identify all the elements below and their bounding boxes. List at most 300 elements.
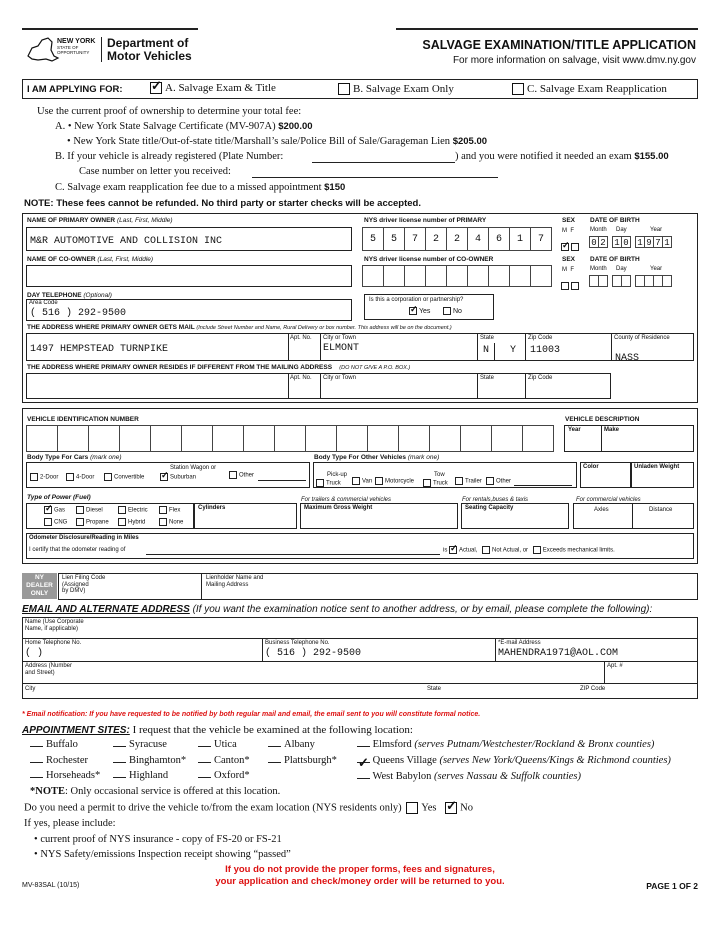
site-elmsford-label: Elmsford bbox=[372, 739, 412, 750]
res-div-city bbox=[320, 373, 321, 399]
lienholder-label2: Mailing Address bbox=[206, 581, 249, 588]
odometer-line[interactable] bbox=[146, 554, 440, 555]
license-digit-cell[interactable]: 7 bbox=[530, 227, 552, 251]
dob-digit-cell[interactable]: 1 bbox=[662, 236, 672, 248]
site-option[interactable] bbox=[113, 755, 186, 766]
day-phone-label bbox=[27, 292, 112, 299]
logo-state: STATE OF bbox=[57, 45, 79, 50]
day-phone-value: ( 516 ) 292-9500 bbox=[30, 308, 127, 319]
day-phone-label-text: DAY TELEPHONE bbox=[27, 292, 82, 299]
business-phone-label: Business Telephone No. bbox=[265, 640, 330, 646]
site-option-blank[interactable] bbox=[268, 746, 281, 747]
alt-city-label: City bbox=[25, 686, 36, 692]
form-number: MV-83SAL (10/15) bbox=[22, 882, 80, 889]
sex-m-checkbox[interactable] bbox=[561, 243, 569, 251]
car-convertible-checkbox[interactable] bbox=[104, 473, 112, 481]
res-city-label: City or Town bbox=[323, 375, 356, 381]
dob-digit-cell[interactable]: 2 bbox=[598, 236, 608, 248]
logo-text bbox=[57, 38, 95, 55]
license-digit-cell[interactable]: 2 bbox=[446, 227, 468, 251]
email-notification: * Email notification: If you have requested to be notified by both regular mail and email, the email sent to you will constitute formal notice. bbox=[22, 711, 481, 718]
license-digit-cell[interactable]: 2 bbox=[425, 227, 447, 251]
vin-char-cell[interactable] bbox=[522, 425, 554, 452]
vin-char-cell[interactable] bbox=[336, 425, 368, 452]
power-propane-checkbox[interactable] bbox=[76, 518, 84, 526]
res-zip-label: Zip Code bbox=[528, 375, 553, 381]
badge-only: ONLY bbox=[30, 590, 49, 597]
vin-char-cell[interactable] bbox=[26, 425, 58, 452]
permit-bullet1: • current proof of NYS insurance - copy of FS-20 or FS-21 bbox=[34, 834, 282, 845]
site-option-label: Binghamton* bbox=[129, 754, 187, 766]
site-option-label: Oxford* bbox=[214, 770, 250, 781]
car-wagon-label1: Station Wagon or bbox=[170, 465, 217, 471]
alt-name-label2: Name, if applicable) bbox=[25, 626, 79, 632]
fee-a1: A. • New York State Salvage Certificate (MV-907A) $200.00 bbox=[55, 121, 313, 132]
alt-state-label: State bbox=[427, 686, 442, 692]
appointment-intro: I request that the vehicle be examined at the following location: bbox=[132, 724, 413, 736]
vin-char-cell[interactable] bbox=[460, 425, 492, 452]
site-option[interactable] bbox=[198, 739, 237, 750]
dob-digit-cell[interactable]: 0 bbox=[621, 236, 631, 248]
license-co-digit-cell[interactable] bbox=[446, 265, 468, 287]
lien-divider bbox=[201, 573, 202, 600]
lien-code-label1: Lien Filing Code bbox=[62, 575, 106, 581]
odometer-not-actual-checkbox[interactable] bbox=[482, 546, 490, 554]
alt-name-label bbox=[25, 619, 84, 633]
appointment-heading-text: APPOINTMENT SITES: bbox=[22, 725, 130, 736]
site-option[interactable] bbox=[30, 770, 100, 781]
corp-yes-label: Yes bbox=[419, 307, 431, 315]
fee-a2-text: New York State title/Out-of-state title/Marshall’s sale/Police Bill of Sale/Garageman Lien bbox=[73, 136, 451, 147]
color-label: Color bbox=[583, 464, 599, 470]
body-car-other[interactable] bbox=[229, 471, 254, 479]
resides-field[interactable] bbox=[26, 373, 611, 399]
email-div1 bbox=[262, 638, 263, 661]
alt-address-label bbox=[25, 663, 72, 677]
power-cng-label: CNG bbox=[54, 519, 68, 526]
power-none-checkbox[interactable] bbox=[159, 518, 167, 526]
dob2-label: DATE OF BIRTH bbox=[590, 256, 640, 263]
alt-name-label1: Name (Use Corporate bbox=[25, 619, 84, 625]
vin-char-cell[interactable] bbox=[305, 425, 337, 452]
car-2door-label: 2-Door bbox=[40, 474, 59, 481]
alt-address-label2: and Street) bbox=[25, 670, 55, 676]
permit-bullet2: • NYS Safety/emissions Inspection receipt showing “passed” bbox=[34, 849, 291, 860]
site-option-blank[interactable] bbox=[113, 777, 126, 778]
coowner-label-text: NAME OF CO-OWNER bbox=[27, 256, 96, 263]
site-option[interactable] bbox=[113, 739, 167, 750]
site-option[interactable] bbox=[113, 770, 168, 781]
cylinders-label: Cylinders bbox=[198, 505, 226, 511]
mail-div-state bbox=[477, 333, 478, 361]
site-option[interactable] bbox=[30, 755, 88, 766]
lien-code-label3: by DMV) bbox=[62, 588, 86, 594]
sex2-checkboxes[interactable] bbox=[561, 277, 581, 295]
mail-city-value: ELMONT bbox=[323, 343, 360, 354]
applying-label: I AM APPLYING FOR: bbox=[27, 84, 123, 95]
power-gas[interactable] bbox=[44, 506, 65, 514]
option-a-label: A. Salvage Exam & Title bbox=[165, 82, 276, 94]
site-option-label: Albany bbox=[284, 739, 315, 750]
res-div-zip bbox=[525, 373, 526, 399]
license-digit-cell[interactable]: 4 bbox=[467, 227, 489, 251]
email-heading bbox=[22, 604, 652, 615]
option-b[interactable] bbox=[338, 83, 454, 95]
home-phone-label: Home Telephone No. bbox=[25, 640, 82, 646]
dob2-digit-cell[interactable] bbox=[621, 275, 631, 287]
dob2-digit-cell[interactable] bbox=[598, 275, 608, 287]
email-row3 bbox=[22, 683, 698, 684]
alt-address-label1: Address (Number bbox=[25, 663, 73, 669]
power-label: Type of Power (Fuel) bbox=[27, 494, 91, 501]
vin-char-cell[interactable] bbox=[88, 425, 120, 452]
page-subtitle: For more information on salvage, visit www.dmv.ny.gov bbox=[452, 55, 696, 66]
site-option[interactable] bbox=[30, 739, 78, 750]
oth-van-label: Van bbox=[362, 478, 373, 485]
site-queens[interactable] bbox=[357, 755, 671, 770]
body-car-2door[interactable] bbox=[30, 473, 58, 481]
power-hybrid-label: Hybrid bbox=[128, 519, 146, 526]
mail-div-state-mid bbox=[494, 343, 495, 361]
license-co-digit-cell[interactable] bbox=[467, 265, 489, 287]
car-other-checkbox[interactable] bbox=[229, 471, 237, 479]
oth-other-label: Other bbox=[496, 478, 512, 485]
license-co-digit-cell[interactable] bbox=[404, 265, 426, 287]
fee-c-text: C. Salvage exam reapplication fee due to a missed appointment bbox=[55, 182, 322, 193]
primary-owner-value: M&R AUTOMOTIVE AND COLLISION INC bbox=[30, 236, 223, 247]
site-option-blank[interactable] bbox=[30, 762, 43, 763]
body-oth-trailer[interactable] bbox=[455, 477, 482, 485]
day-phone-hint: (Optional) bbox=[83, 292, 112, 299]
license-digit-cell[interactable]: 7 bbox=[404, 227, 426, 251]
mail-div-county bbox=[611, 333, 612, 361]
header-rule-right bbox=[396, 28, 698, 30]
car-other-label: Other bbox=[239, 472, 255, 479]
oth-pickup-label2: Truck bbox=[326, 480, 341, 487]
body-oth-van[interactable] bbox=[352, 477, 372, 485]
site-option-label: Utica bbox=[214, 739, 237, 750]
dob2-year-label: Year bbox=[650, 266, 663, 272]
odometer-options bbox=[443, 546, 615, 554]
site-westbabylon[interactable] bbox=[357, 771, 581, 782]
body-car-wagon[interactable] bbox=[160, 473, 196, 481]
vin-char-cell[interactable] bbox=[119, 425, 151, 452]
body-other-label-text: Body Type For Other Vehicles bbox=[314, 454, 406, 461]
dob-digit-cell[interactable]: 9 bbox=[644, 236, 654, 248]
option-a[interactable] bbox=[150, 82, 276, 94]
license-co-digit-cell[interactable] bbox=[530, 265, 552, 287]
power-diesel[interactable] bbox=[76, 506, 103, 514]
car-other-line[interactable] bbox=[258, 480, 306, 481]
max-weight-label: Maximum Gross Weight bbox=[304, 505, 373, 511]
power-hybrid-checkbox[interactable] bbox=[118, 518, 126, 526]
primary-owner-label-text: NAME OF PRIMARY OWNER bbox=[27, 217, 116, 224]
make-label: Make bbox=[604, 427, 620, 433]
permit-no-label: No bbox=[460, 802, 473, 814]
vin-char-cell[interactable] bbox=[181, 425, 213, 452]
nys-map-icon bbox=[22, 34, 62, 64]
case-number-line[interactable] bbox=[252, 177, 498, 178]
vin-char-cell[interactable] bbox=[274, 425, 306, 452]
sex-label: SEX bbox=[562, 217, 576, 224]
power-cng[interactable] bbox=[44, 518, 67, 526]
year-label: Year bbox=[568, 427, 581, 433]
dob-digit-cell[interactable]: 1 bbox=[612, 236, 622, 248]
car-2door-checkbox[interactable] bbox=[30, 473, 38, 481]
body-oth-tow[interactable] bbox=[423, 479, 448, 487]
vin-char-cell[interactable] bbox=[429, 425, 461, 452]
power-diesel-checkbox[interactable] bbox=[76, 506, 84, 514]
vin-char-cell[interactable] bbox=[398, 425, 430, 452]
fee-a2: • New York State title/Out-of-state title/Marshall’s sale/Police Bill of Sale/Garageman Lien $205.00 bbox=[67, 136, 488, 147]
site-option[interactable] bbox=[198, 755, 250, 766]
license-co-digit-cell[interactable] bbox=[425, 265, 447, 287]
vin-char-cell[interactable] bbox=[491, 425, 523, 452]
body-other-mark-one: (mark one) bbox=[407, 454, 440, 461]
power-electric[interactable] bbox=[118, 506, 148, 514]
site-note bbox=[30, 786, 280, 797]
mail-state-n: N bbox=[483, 345, 490, 356]
body-car-convertible[interactable] bbox=[104, 473, 144, 481]
license-digit-cell[interactable]: 1 bbox=[509, 227, 531, 251]
coowner-hint: (Last, First, Middle) bbox=[97, 256, 154, 263]
power-flex-checkbox[interactable] bbox=[159, 506, 167, 514]
nys-logo bbox=[22, 34, 62, 69]
site-option-label: Rochester bbox=[46, 754, 88, 766]
site-option-label: Buffalo bbox=[46, 739, 78, 750]
site-option-label: Canton* bbox=[214, 754, 250, 766]
odometer-is: is bbox=[443, 547, 448, 554]
permit-question bbox=[24, 802, 473, 814]
trailers-hint: For trailers & commercial vehicles bbox=[301, 497, 392, 503]
license-digit-cell[interactable]: 5 bbox=[362, 227, 384, 251]
odometer-exceeds-checkbox[interactable] bbox=[533, 546, 541, 554]
mail-div-zip bbox=[525, 333, 526, 361]
license-digit-cell[interactable]: 6 bbox=[488, 227, 510, 251]
permit-no-checkbox[interactable] bbox=[445, 802, 457, 814]
logo-ny: NEW YORK bbox=[57, 38, 96, 45]
site-option-blank[interactable] bbox=[198, 762, 211, 763]
mail-div-city bbox=[320, 333, 321, 361]
permit-bullet2-text: NYS Safety/emissions Inspection receipt showing “passed” bbox=[40, 849, 291, 860]
option-c-checkbox[interactable] bbox=[512, 83, 524, 95]
res-div-state bbox=[477, 373, 478, 399]
fee-b-text2-label: ) and you were notified it needed an exam bbox=[455, 151, 632, 162]
axles-distance-field[interactable] bbox=[573, 503, 694, 529]
vin-char-cell[interactable] bbox=[367, 425, 399, 452]
lien-code-label bbox=[62, 575, 105, 595]
email-value: MAHENDRA1971@AOL.COM bbox=[498, 648, 619, 659]
site-option-blank[interactable] bbox=[113, 762, 126, 763]
oth-motorcycle-label: Motorcycle bbox=[385, 478, 415, 485]
option-a-checkbox[interactable] bbox=[150, 82, 162, 94]
oth-motorcycle-checkbox[interactable] bbox=[375, 477, 383, 485]
oth-tow-label2: Truck bbox=[433, 480, 448, 487]
vin-char-cell[interactable] bbox=[243, 425, 275, 452]
lien-box bbox=[58, 573, 698, 600]
mail-hint: (Include Street Number and Name, Rural Delivery or box number. This address will be on the document.) bbox=[196, 325, 452, 331]
car-wagon-checkbox[interactable] bbox=[160, 473, 168, 481]
sex2-f-label: F bbox=[570, 267, 575, 273]
license-co-digit-cell[interactable] bbox=[509, 265, 531, 287]
site-option-blank[interactable] bbox=[30, 777, 43, 778]
logo-opportunity: OPPORTUNITY bbox=[57, 50, 90, 55]
odometer-not-actual-label: Not Actual, or bbox=[492, 547, 529, 554]
site-option[interactable] bbox=[198, 770, 250, 781]
option-b-label: B. Salvage Exam Only bbox=[353, 83, 454, 95]
corp-yes[interactable] bbox=[409, 307, 430, 315]
dob-label: DATE OF BIRTH bbox=[590, 217, 640, 224]
corp-no-checkbox[interactable] bbox=[443, 307, 451, 315]
body-oth-other[interactable] bbox=[486, 477, 511, 485]
site-queens-check-icon: ✓ bbox=[358, 755, 369, 770]
sex2-label: SEX bbox=[562, 256, 576, 263]
option-b-checkbox[interactable] bbox=[338, 83, 350, 95]
page-number: PAGE 1 OF 2 bbox=[646, 881, 698, 891]
site-elmsford[interactable] bbox=[357, 739, 654, 750]
sex2-f-checkbox[interactable] bbox=[571, 282, 579, 290]
dob-digit-cell[interactable]: 0 bbox=[589, 236, 599, 248]
sex-checkboxes[interactable] bbox=[561, 238, 581, 256]
email-row2 bbox=[22, 661, 698, 662]
option-c-label: C. Salvage Exam Reapplication bbox=[527, 83, 667, 95]
oth-van-checkbox[interactable] bbox=[352, 477, 360, 485]
email-label: *E-mail Address bbox=[498, 640, 541, 646]
logo-divider bbox=[101, 37, 102, 62]
license-digit-cell[interactable]: 5 bbox=[383, 227, 405, 251]
site-option-blank[interactable] bbox=[30, 746, 43, 747]
body-oth-pickup[interactable] bbox=[316, 479, 341, 487]
year-make-divider bbox=[601, 425, 602, 452]
power-electric-label: Electric bbox=[128, 507, 148, 514]
oth-tow-checkbox[interactable] bbox=[423, 479, 431, 487]
lienholder-label bbox=[206, 575, 263, 588]
business-phone-value: ( 516 ) 292-9500 bbox=[265, 648, 362, 659]
year-make-field[interactable] bbox=[564, 425, 694, 452]
site-option-label: Syracuse bbox=[129, 739, 167, 750]
coowner-field[interactable] bbox=[26, 265, 352, 287]
axles-label: Axles bbox=[594, 507, 609, 513]
res-apt-label: Apt. No. bbox=[290, 375, 312, 381]
vin-char-cell[interactable] bbox=[57, 425, 89, 452]
fee-b-amount: $155.00 bbox=[634, 151, 669, 162]
appointment-heading bbox=[22, 724, 413, 736]
dob-digit-cell[interactable]: 7 bbox=[653, 236, 663, 248]
site-option[interactable] bbox=[268, 739, 315, 750]
site-option-label: Horseheads* bbox=[46, 770, 101, 781]
oth-trailer-checkbox[interactable] bbox=[455, 477, 463, 485]
fee-b-text: B. If your vehicle is already registered (Plate Number: bbox=[55, 151, 284, 162]
oth-other-line[interactable] bbox=[514, 485, 572, 486]
email-heading-note: (If you want the examination notice sent to another address, or by email, please complete the following): bbox=[192, 604, 653, 615]
permit-question-text: Do you need a permit to drive the vehicle to/from the exam location (NYS residents only) bbox=[24, 802, 402, 814]
unladen-label: Unladen Weight bbox=[634, 464, 680, 470]
oth-tow-label1: Tow bbox=[434, 472, 445, 478]
dob-digit-cell[interactable]: 1 bbox=[635, 236, 645, 248]
mail-div-apt bbox=[288, 333, 289, 361]
power-gas-label: Gas bbox=[54, 507, 66, 514]
power-gas-checkbox[interactable] bbox=[44, 506, 52, 514]
power-diesel-label: Diesel bbox=[86, 507, 103, 514]
body-oth-motorcycle[interactable] bbox=[375, 477, 414, 485]
odometer-actual-checkbox[interactable] bbox=[449, 546, 457, 554]
alt-zip-label: ZIP Code bbox=[580, 686, 606, 692]
vin-label: VEHICLE IDENTIFICATION NUMBER bbox=[27, 416, 139, 423]
power-flex[interactable] bbox=[159, 506, 180, 514]
plate-number-line[interactable] bbox=[312, 162, 455, 163]
vin-char-cell[interactable] bbox=[150, 425, 182, 452]
body-other-label bbox=[314, 454, 439, 461]
oth-other-checkbox[interactable] bbox=[486, 477, 494, 485]
power-none[interactable] bbox=[159, 518, 183, 526]
power-propane[interactable] bbox=[76, 518, 109, 526]
body-cars-label bbox=[27, 454, 122, 461]
mail-apt-label: Apt. No. bbox=[290, 335, 312, 341]
primary-owner-label bbox=[27, 217, 173, 224]
permit-if-yes: If yes, please include: bbox=[24, 818, 116, 829]
corp-no-label: No bbox=[453, 307, 462, 315]
email-row1 bbox=[22, 638, 698, 639]
footer-warning bbox=[150, 864, 570, 888]
vin-char-cell[interactable] bbox=[212, 425, 244, 452]
site-option-blank[interactable] bbox=[113, 746, 126, 747]
dept-name bbox=[107, 37, 192, 63]
site-note-text: : Only occasional service is offered at this location. bbox=[65, 786, 281, 797]
sex-f-checkbox[interactable] bbox=[571, 243, 579, 251]
header-rule-left bbox=[22, 28, 198, 30]
mail-street-value: 1497 HEMPSTEAD TURNPIKE bbox=[30, 344, 169, 355]
commercial-hint: For commercial vehicles bbox=[576, 497, 641, 503]
home-phone-value: ( ) bbox=[25, 648, 44, 659]
email-div2 bbox=[495, 638, 496, 661]
site-westbabylon-label: West Babylon bbox=[372, 771, 432, 782]
sex-m-label: M bbox=[562, 228, 567, 234]
mail-county-value: NASS bbox=[615, 353, 640, 364]
car-4door-checkbox[interactable] bbox=[66, 473, 74, 481]
sex2-m-checkbox[interactable] bbox=[561, 282, 569, 290]
corp-yes-checkbox[interactable] bbox=[409, 307, 417, 315]
site-option[interactable] bbox=[268, 755, 337, 766]
site-option-blank[interactable] bbox=[268, 762, 281, 763]
site-option-blank[interactable] bbox=[198, 746, 211, 747]
license-co-digit-cell[interactable] bbox=[383, 265, 405, 287]
dob2-day-label: Day bbox=[616, 266, 627, 272]
car-wagon-label2: Suburban bbox=[170, 474, 197, 481]
footer-warning1: If you do not provide the proper forms, fees and signatures, bbox=[225, 864, 495, 875]
option-c[interactable] bbox=[512, 83, 667, 95]
footer-warning2: your application and check/money order will be returned to you. bbox=[215, 876, 505, 887]
fees-note: NOTE: These fees cannot be refunded. No third party or starter checks will be accepted. bbox=[24, 198, 421, 209]
dob2-digit-cell[interactable] bbox=[662, 275, 672, 287]
mail-city-label: City or Town bbox=[323, 335, 356, 341]
body-car-4door[interactable] bbox=[66, 473, 94, 481]
license-co-digit-cell[interactable] bbox=[362, 265, 384, 287]
oth-pickup-label1: Pick-up bbox=[327, 472, 348, 478]
site-option-blank[interactable] bbox=[198, 777, 211, 778]
fee-a2-amount: $205.00 bbox=[452, 136, 488, 147]
oth-pickup-checkbox[interactable] bbox=[316, 479, 324, 487]
odometer-actual-label: Actual, bbox=[459, 547, 478, 554]
sex2-m-label: M bbox=[562, 267, 567, 273]
corp-no[interactable] bbox=[443, 307, 462, 315]
power-propane-label: Propane bbox=[86, 519, 109, 526]
power-cng-checkbox[interactable] bbox=[44, 518, 52, 526]
license-co-digit-cell[interactable] bbox=[488, 265, 510, 287]
power-hybrid[interactable] bbox=[118, 518, 145, 526]
lien-code-label2: (Assigned bbox=[62, 581, 89, 588]
permit-yes-checkbox[interactable] bbox=[406, 802, 418, 814]
power-electric-checkbox[interactable] bbox=[118, 506, 126, 514]
